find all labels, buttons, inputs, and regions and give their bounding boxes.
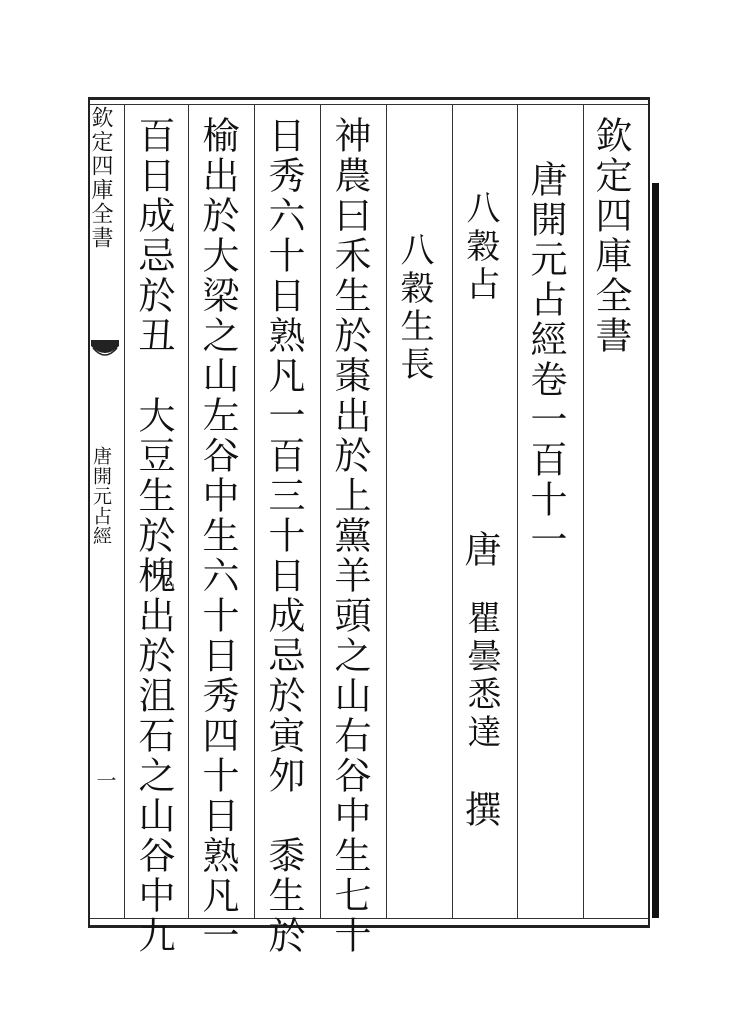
author-role: 撰 [458, 790, 501, 830]
column-divider [320, 104, 321, 918]
column-divider [452, 104, 453, 918]
column-divider [188, 104, 189, 918]
body-line: 日秀六十日熟凡一百三十日成忌於寅夘 黍生於 [262, 116, 305, 956]
series-title: 欽定四庫全書 [589, 116, 632, 356]
author-dynasty: 唐 [458, 530, 501, 570]
body-line: 榆出於大梁之山左谷中生六十日秀四十日熟凡一 [196, 116, 239, 956]
author-name: 瞿曇悉達 [461, 600, 501, 752]
column-divider [254, 104, 255, 918]
fish-tail-ornament-icon [90, 338, 120, 362]
frame-right-border [648, 97, 650, 928]
column-divider [517, 104, 518, 918]
banner-divider [124, 104, 125, 918]
column-divider [386, 104, 387, 918]
frame-top-border [88, 97, 650, 100]
frame-top-inner-border [88, 104, 650, 105]
volume-title: 唐開元占經卷一百十一 [524, 160, 567, 560]
banner-series-title: 欽定四庫全書 [88, 106, 113, 250]
section-title: 八穀占 [460, 190, 500, 304]
banner-page-number: 一 [93, 770, 117, 790]
frame-right-thick-border [652, 183, 659, 918]
body-line: 神農曰禾生於棗出於上黨羊頭之山右谷中生七十 [328, 116, 371, 956]
subsection-title: 八穀生長 [394, 232, 434, 384]
banner-book-title: 唐開元占經 [90, 446, 112, 546]
column-divider [583, 104, 584, 918]
body-line: 百日成忌於丑 大豆生於槐出於沮石之山谷中九 [132, 116, 175, 956]
